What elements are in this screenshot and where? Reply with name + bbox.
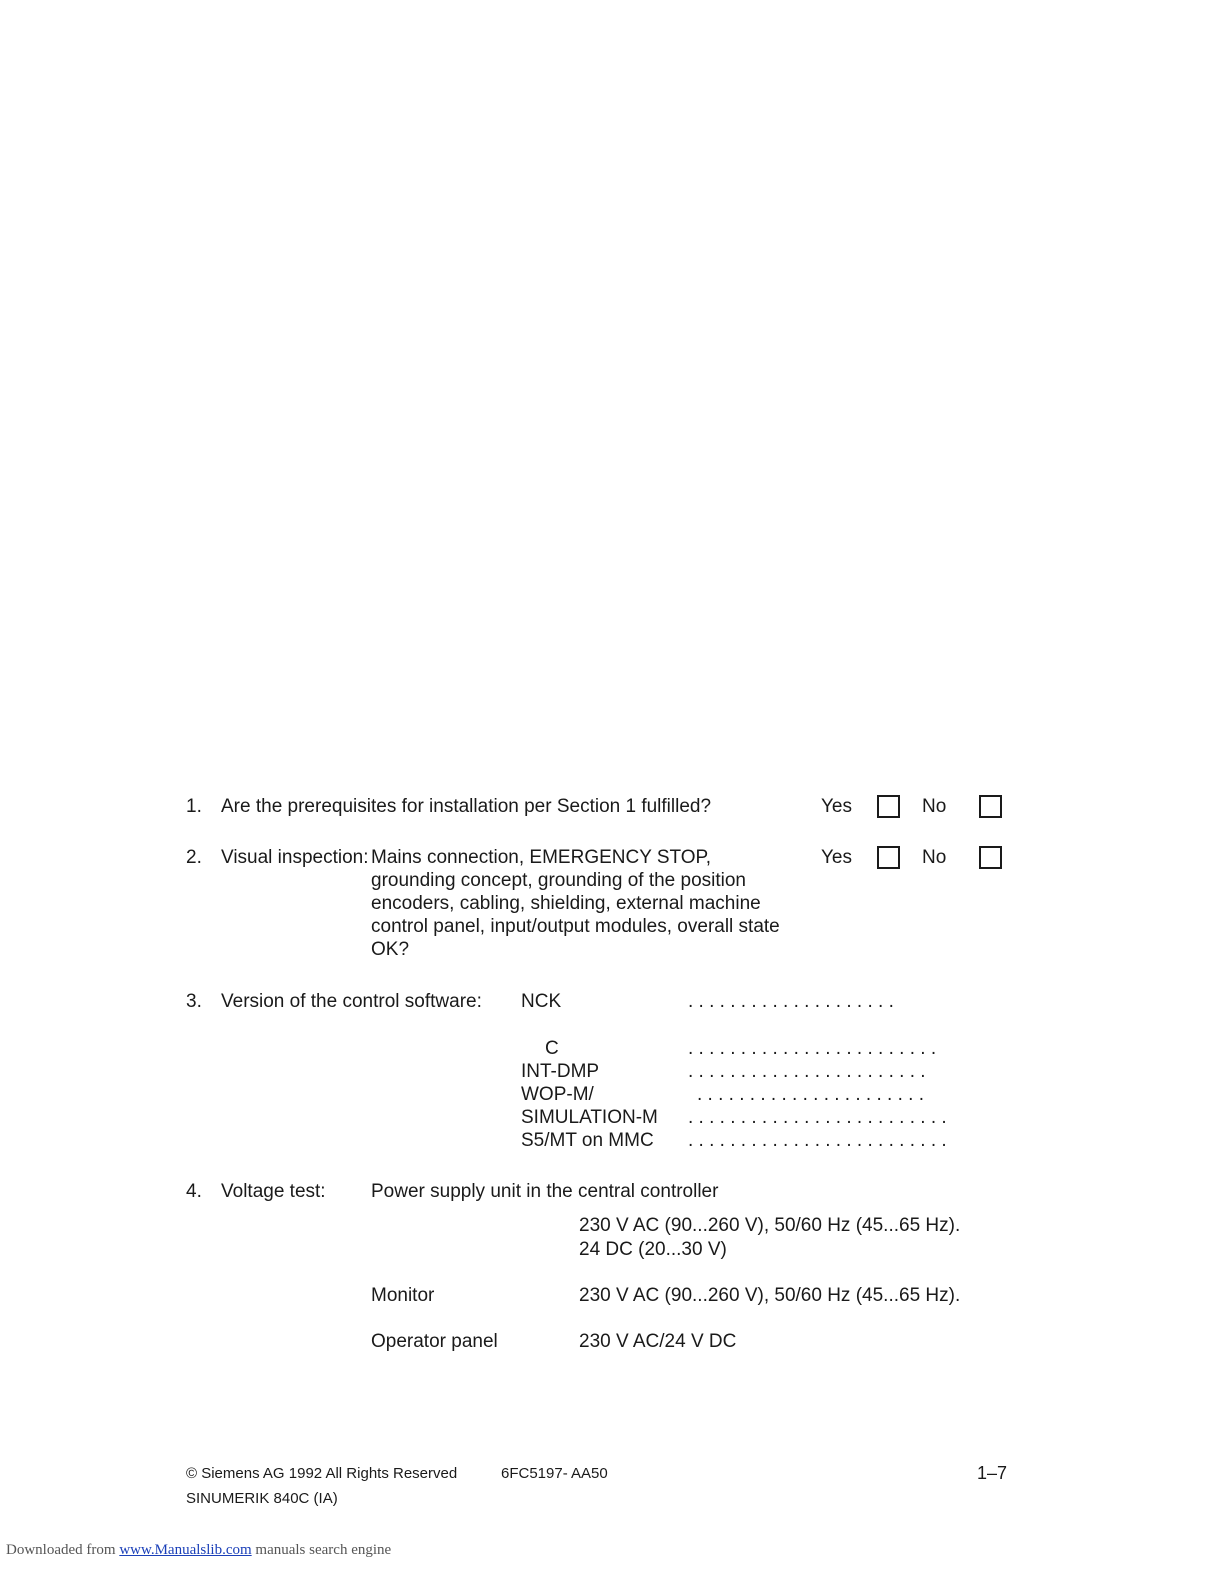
item-1-no-checkbox[interactable] bbox=[979, 795, 1002, 818]
monitor-value: 230 V AC (90...260 V), 50/60 Hz (45...65 Hz). bbox=[579, 1285, 961, 1306]
psu-value-ac: 230 V AC (90...260 V), 50/60 Hz (45...65 Hz). bbox=[579, 1215, 961, 1236]
software-version-c-field[interactable]: . . . . . . . . . . . . . . . . . . . . . . . . bbox=[688, 1038, 937, 1059]
psu-label: Power supply unit in the central controller bbox=[371, 1181, 719, 1202]
download-notice bbox=[6, 1542, 391, 1559]
operator-panel-label: Operator panel bbox=[371, 1331, 498, 1352]
item-1-yes-label: Yes bbox=[821, 796, 852, 817]
software-name-s5mt: S5/MT on MMC bbox=[521, 1130, 654, 1151]
software-version-simulation-m-field[interactable]: . . . . . . . . . . . . . . . . . . . . . . . . . bbox=[688, 1107, 947, 1128]
footer-product: SINUMERIK 840C (IA) bbox=[186, 1490, 338, 1507]
item-2-number: 2. bbox=[186, 847, 202, 868]
item-2-no-checkbox[interactable] bbox=[979, 846, 1002, 869]
item-2-label: Visual inspection: bbox=[221, 847, 369, 868]
software-name-int-dmp: INT-DMP bbox=[521, 1061, 600, 1082]
item-2-line: grounding concept, grounding of the position bbox=[371, 870, 746, 891]
item-2-yes-checkbox[interactable] bbox=[877, 846, 900, 869]
item-1-number: 1. bbox=[186, 796, 202, 817]
software-version-int-dmp-field[interactable]: . . . . . . . . . . . . . . . . . . . . . . . bbox=[688, 1061, 926, 1082]
footer-order-number: 6FC5197- AA50 bbox=[501, 1465, 608, 1482]
item-2-no-label: No bbox=[922, 847, 947, 868]
item-3-number: 3. bbox=[186, 991, 202, 1012]
software-name-wop-m: WOP-M/ bbox=[521, 1084, 594, 1105]
item-2-line: OK? bbox=[371, 939, 410, 960]
item-1-no-label: No bbox=[922, 796, 947, 817]
download-suffix: manuals search engine bbox=[255, 1542, 392, 1558]
software-name-c: C bbox=[545, 1038, 559, 1059]
software-version-s5mt-field[interactable]: . . . . . . . . . . . . . . . . . . . . . . . . . bbox=[688, 1130, 947, 1151]
software-name-simulation-m: SIMULATION-M bbox=[521, 1107, 658, 1128]
item-1-yes-checkbox[interactable] bbox=[877, 795, 900, 818]
software-name-nck: NCK bbox=[521, 991, 562, 1012]
software-version-nck-field[interactable]: . . . . . . . . . . . . . . . . . . . . bbox=[688, 991, 894, 1012]
item-4-label: Voltage test: bbox=[221, 1181, 326, 1202]
monitor-label: Monitor bbox=[371, 1285, 435, 1306]
software-version-wop-m-field[interactable]: . . . . . . . . . . . . . . . . . . . . . . bbox=[697, 1084, 924, 1105]
item-1-question: Are the prerequisites for installation per Section 1 fulfilled? bbox=[221, 796, 712, 817]
item-3-label: Version of the control software: bbox=[221, 991, 482, 1012]
manualslib-link[interactable]: www.Manualslib.com bbox=[119, 1542, 252, 1558]
item-2-line: Mains connection, EMERGENCY STOP, bbox=[371, 847, 712, 868]
psu-value-dc: 24 DC (20...30 V) bbox=[579, 1239, 727, 1260]
item-4-number: 4. bbox=[186, 1181, 202, 1202]
operator-panel-value: 230 V AC/24 V DC bbox=[579, 1331, 737, 1352]
download-prefix: Downloaded from bbox=[6, 1542, 120, 1558]
item-2-line: control panel, input/output modules, overall state bbox=[371, 916, 780, 937]
footer-copyright: © Siemens AG 1992 All Rights Reserved bbox=[186, 1465, 458, 1482]
page-number: 1–7 bbox=[977, 1463, 1008, 1483]
item-2-yes-label: Yes bbox=[821, 847, 852, 868]
item-2-line: encoders, cabling, shielding, external machine bbox=[371, 893, 761, 914]
